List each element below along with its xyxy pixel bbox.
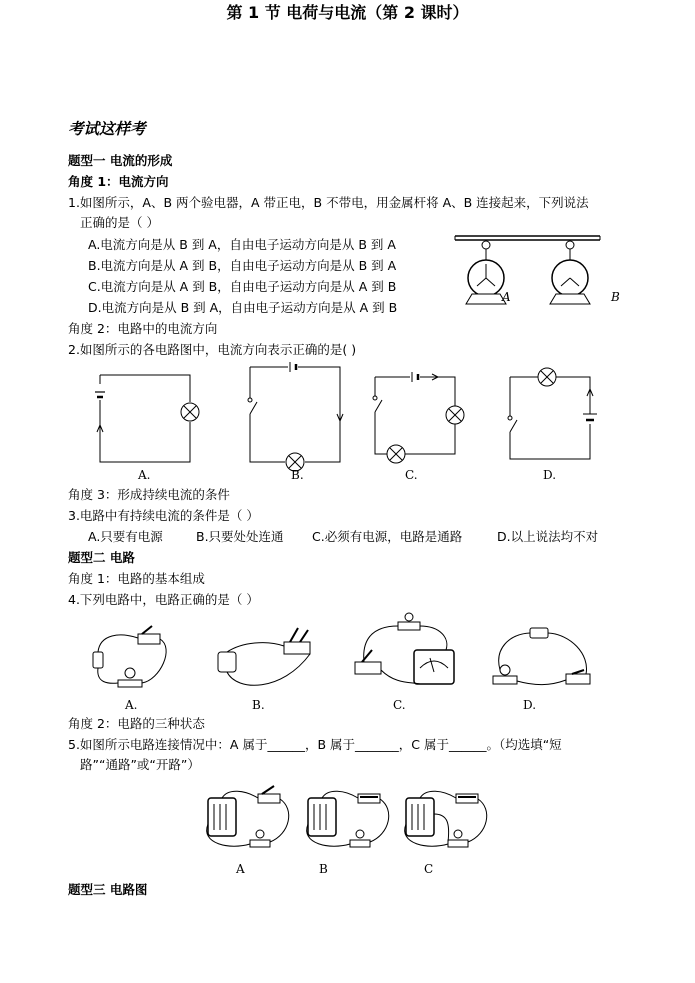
type2-angle2: 角度 2：电路的三种状态 — [68, 716, 205, 731]
type2-angle1: 角度 1：电路的基本组成 — [68, 571, 205, 586]
q4-stem: 4.下列电路中，电路正确的是（ ） — [68, 592, 259, 607]
q1-option-d: D.电流方向是从 B 到 A，自由电子运动方向是从 A 到 B — [88, 300, 398, 315]
page-title: 第 1 节 电荷与电流（第 2 课时） — [226, 3, 469, 22]
q2-circuit-d — [505, 372, 605, 462]
q4-circuit-d — [490, 626, 600, 694]
q2-label-a: A. — [138, 468, 151, 482]
type1-angle3: 角度 3：形成持续电流的条件 — [68, 487, 230, 502]
q2-label-d: D. — [543, 468, 557, 482]
q4-circuit-a — [90, 628, 180, 698]
type1-angle1: 角度 1：电流方向 — [68, 174, 169, 189]
q5-stem-line2: 路”“通路”或“开路”） — [80, 757, 200, 772]
type1-heading: 题型一 电流的形成 — [68, 153, 173, 168]
q1-option-a: A.电流方向是从 B 到 A，自由电子运动方向是从 B 到 A — [88, 237, 396, 252]
q3-option-c: C.必须有电源，电路是通路 — [312, 529, 463, 544]
q4-circuit-c — [350, 612, 460, 694]
electroscope-b — [550, 241, 590, 304]
q3-stem: 3.电路中有持续电流的条件是（ ） — [68, 508, 259, 523]
type1-angle2: 角度 2：电路中的电流方向 — [68, 321, 218, 336]
q1-option-b: B.电流方向是从 A 到 B，自由电子运动方向是从 B 到 A — [88, 258, 397, 273]
q2-label-c: C. — [405, 468, 418, 482]
section-heading: 考试这样考 — [68, 119, 146, 138]
q1-stem-line1: 1.如图所示，A、B 两个验电器，A 带正电，B 不带电，用金属杆将 A、B 连接起来，下列说法 — [68, 195, 589, 210]
q2-circuit-b — [245, 362, 345, 467]
q5-stem-line1: 5.如图所示电路连接情况中：A 属于______，B 属于_______，C 属于______。（均选填“短 — [68, 737, 562, 752]
q4-label-a: A. — [125, 698, 138, 712]
q3-option-b: B.只要处处连通 — [196, 529, 284, 544]
electroscope-label-a: A — [502, 290, 511, 304]
electroscope-label-b: B — [611, 290, 620, 304]
q2-stem: 2.如图所示的各电路图中，电流方向表示正确的是( ) — [68, 342, 357, 357]
type2-heading: 题型二 电路 — [68, 550, 135, 565]
type3-heading: 题型三 电路图 — [68, 882, 148, 897]
electroscope-figure — [450, 228, 630, 318]
q1-option-c: C.电流方向是从 A 到 B，自由电子运动方向是从 A 到 B — [88, 279, 397, 294]
q4-label-c: C. — [393, 698, 406, 712]
q2-label-b: B. — [291, 468, 304, 482]
q3-option-d: D.以上说法均不对 — [497, 529, 599, 544]
q5-circuit-a — [200, 784, 295, 854]
q2-circuit-a — [95, 370, 205, 465]
q2-circuit-c — [370, 372, 470, 462]
electroscope-a — [466, 241, 506, 304]
q3-option-a: A.只要有电源 — [88, 529, 163, 544]
q5-label-b: B — [319, 862, 328, 876]
q5-circuit-c — [398, 784, 493, 854]
q1-stem-line2: 正确的是（ ） — [80, 215, 159, 230]
q4-label-d: D. — [523, 698, 537, 712]
q5-circuit-b — [300, 784, 395, 854]
q5-label-c: C — [424, 862, 434, 876]
q4-circuit-b — [212, 622, 322, 694]
q4-label-b: B. — [252, 698, 265, 712]
q5-label-a: A — [236, 862, 245, 876]
